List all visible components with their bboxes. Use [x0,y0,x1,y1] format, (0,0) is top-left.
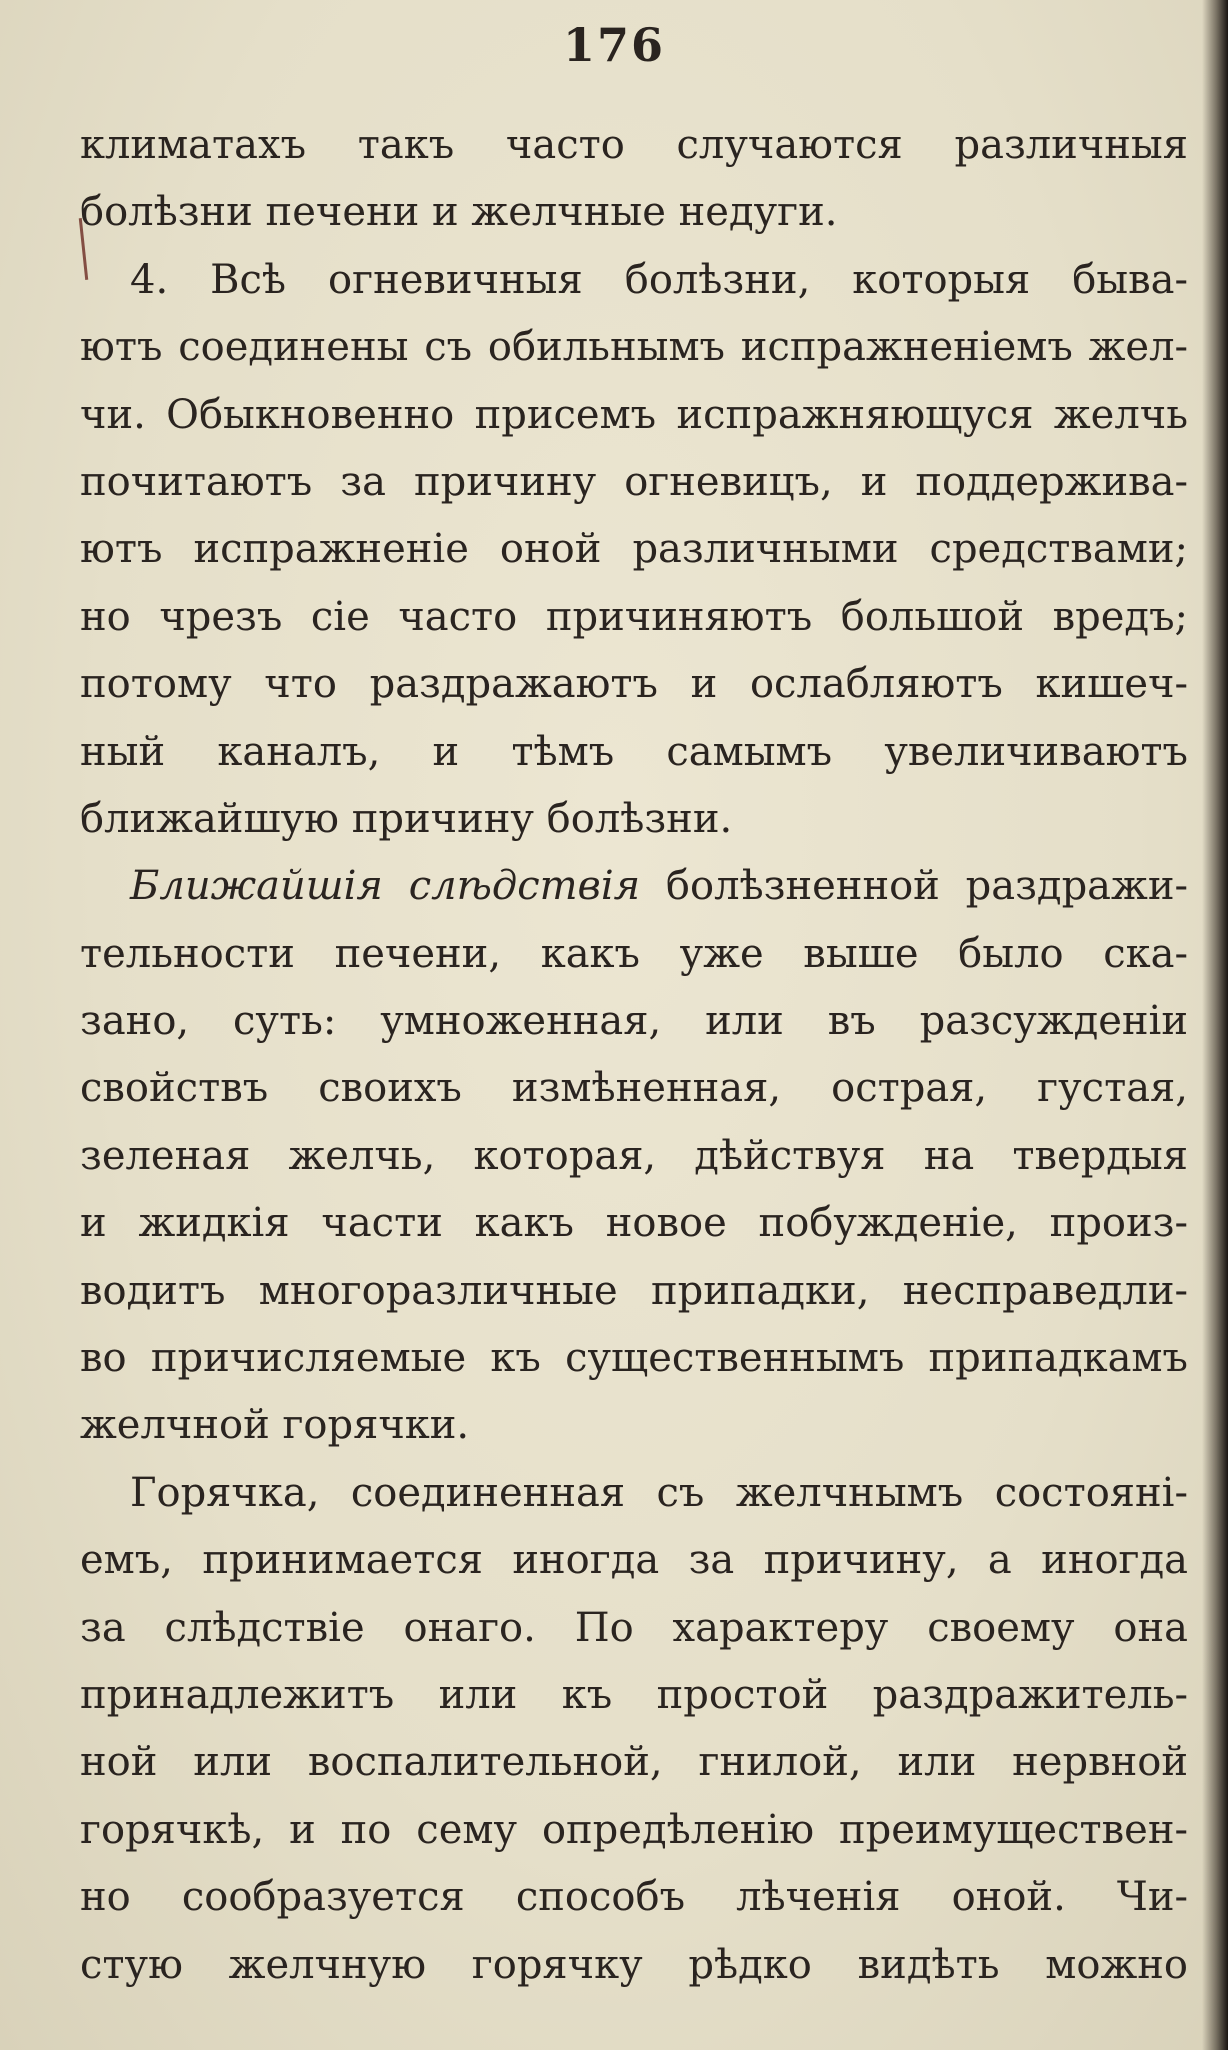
text-line: свойствъ своихъ измѣненная, острая, густая, [80,1065,1188,1112]
text-line: но чрезъ сіе часто причиняютъ большой вредъ; [80,593,1188,640]
text-line: но сообразуется способъ лѣченія оной. Чи- [80,1874,1188,1921]
text-line: чи. Обыкновенно присемъ испражняющуся желчь [80,391,1188,438]
text-line: желчной горячки. [80,1402,470,1449]
text-line [80,853,1188,920]
text-line: во причисляемые къ существеннымъ припадкамъ [80,1335,1188,1382]
text-line: климатахъ такъ часто случаются различныя [80,122,1188,168]
text-line: стую желчную горячку рѣдко видѣть можно [80,1941,1188,1988]
line-text: болѣзненной раздражи- [640,863,1188,910]
text-line: Горячка, соединенная съ желчнымъ состояні- [130,1469,1188,1516]
text-line: зано, суть: умноженная, или въ разсужденіи [80,998,1188,1045]
text-line: ютъ испражненіе оной различными средствами; [80,526,1188,573]
text-line: ной или воспалительной, гнилой, или нервной [80,1739,1188,1786]
text-line: потому что раздражаютъ и ослабляютъ кишеч- [80,661,1188,708]
spine-shadow [1202,0,1228,2050]
text-line: 4. Всѣ огневичныя болѣзни, которыя быва- [130,256,1188,303]
text-line: ближайшую причину болѣзни. [80,795,733,842]
page-number: 176 [562,18,666,72]
text-line: горячкѣ, и по сему опредѣленію преимуществен- [80,1806,1188,1853]
text-line: ютъ соединены съ обильнымъ испражненіемъ жел- [80,324,1188,371]
text-line: ный каналъ, и тѣмъ самымъ увеличиваютъ [80,728,1188,775]
text-line: зеленая желчь, которая, дѣйствуя на твердыя [80,1132,1188,1179]
text-line: почитаютъ за причину огневицъ, и поддержива- [80,458,1188,505]
text-line: болѣзни печени и желчные недуги. [80,189,838,236]
body-text [80,112,1188,1999]
text-line: водитъ многоразличные припадки, несправедли- [80,1267,1188,1314]
text-line: тельности печени, какъ уже выше было ска- [80,930,1188,977]
text-line: и жидкія части какъ новое побужденіе, произ- [80,1200,1188,1247]
text-line: принадлежитъ или къ простой раздражитель- [80,1671,1188,1718]
text-line: за слѣдствіе онаго. По характеру своему она [80,1604,1188,1651]
text-line: емъ, принимается иногда за причину, а иногда [80,1537,1188,1584]
italic-phrase: Ближайшія слѣдствія [130,863,641,910]
